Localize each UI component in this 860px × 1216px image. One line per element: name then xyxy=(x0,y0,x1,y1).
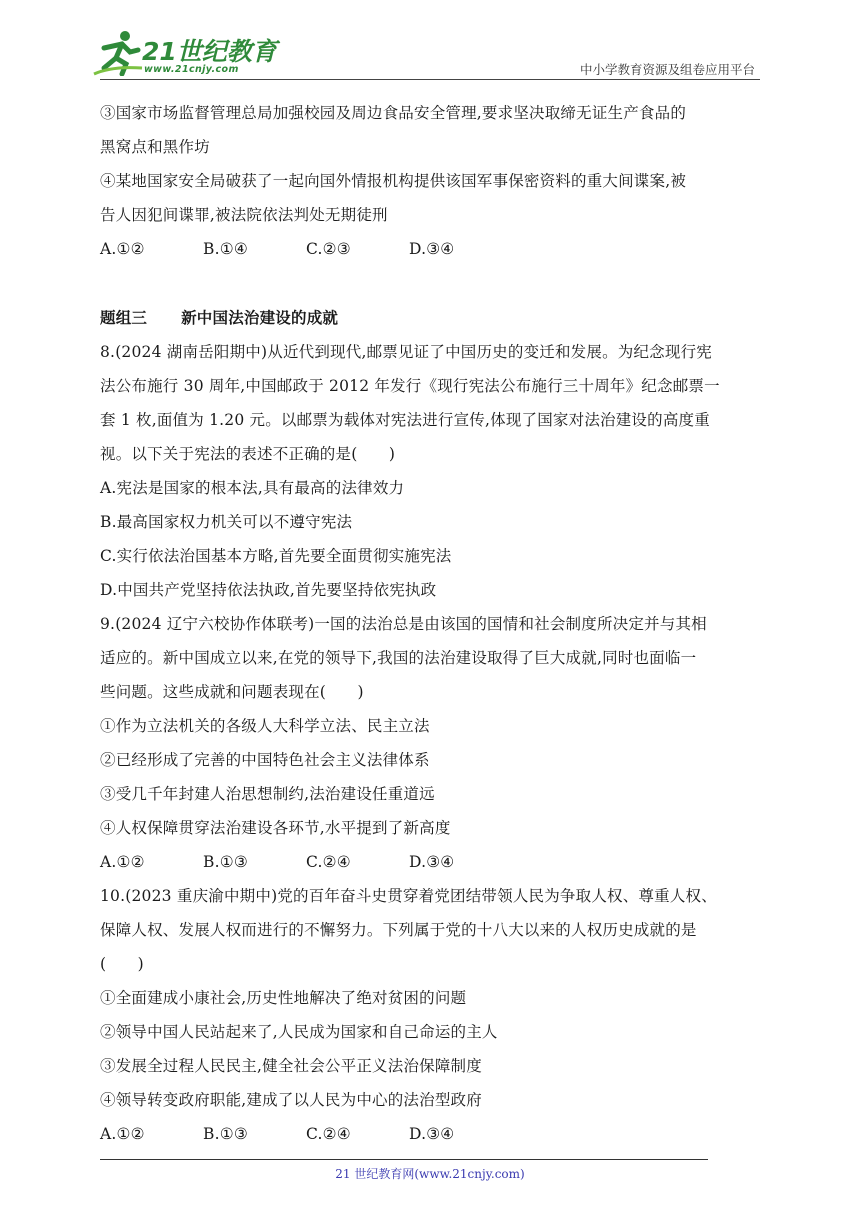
logo-text: 21世纪教育 xyxy=(142,37,277,66)
question-10-text: ( ) xyxy=(100,955,144,973)
document-body xyxy=(100,96,762,1151)
question-8-text: 法公布施行 30 周年,中国邮政于 2012 年发行《现行宪法公布施行三十周年》纪念邮票一 xyxy=(100,377,720,395)
section-heading xyxy=(100,301,762,335)
runner-logo-icon xyxy=(92,28,144,76)
option-b: B.①③ xyxy=(203,853,248,871)
option-d: D.③④ xyxy=(409,1125,455,1143)
option-a: A.①② xyxy=(100,1125,145,1143)
question-10-text: 10.(2023 重庆渝中期中)党的百年奋斗史贯穿着党团结带领人民为争取人权、尊重人权、 xyxy=(100,887,717,905)
option-c: C.②④ xyxy=(306,853,351,871)
question-10-statement: ②领导中国人民站起来了,人民成为国家和自己命运的主人 xyxy=(100,1023,498,1041)
site-logo[interactable] xyxy=(92,28,277,80)
question-10-statement: ③发展全过程人民民主,健全社会公平正义法治保障制度 xyxy=(100,1057,482,1075)
question-8-text: 视。以下关于宪法的表述不正确的是( ) xyxy=(100,445,396,463)
option-a: A.①② xyxy=(100,853,145,871)
question-8-text: 8.(2024 湖南岳阳期中)从近代到现代,邮票见证了中国历史的变迁和发展。为纪念现行宪 xyxy=(100,343,712,361)
answer-options xyxy=(100,1117,762,1151)
question-8-option-d: D.中国共产党坚持依法执政,首先要坚持依宪执政 xyxy=(100,581,437,599)
text-line: ④某地国家安全局破获了一起向国外情报机构提供该国军事保密资料的重大间谍案,被 xyxy=(100,172,687,190)
question-9-text: 适应的。新中国成立以来,在党的领导下,我国的法治建设取得了巨大成就,同时也面临一 xyxy=(100,649,697,667)
logo-url: www.21cnjy.com xyxy=(144,64,239,75)
answer-options xyxy=(100,845,762,879)
answer-options xyxy=(100,232,762,266)
text-line: 告人因犯间谍罪,被法院依法判处无期徒刑 xyxy=(100,206,388,224)
text-line: ③国家市场监督管理总局加强校园及周边食品安全管理,要求坚决取缔无证生产食品的 xyxy=(100,104,687,122)
question-9-text: 9.(2024 辽宁六校协作体联考)一国的法治总是由该国的国情和社会制度所决定并与其相 xyxy=(100,615,707,633)
platform-name: 中小学教育资源及组卷应用平台 xyxy=(579,62,755,77)
question-10-statement: ④领导转变政府职能,建成了以人民为中心的法治型政府 xyxy=(100,1091,482,1109)
question-9-statement: ②已经形成了完善的中国特色社会主义法律体系 xyxy=(100,751,430,769)
option-d: D.③④ xyxy=(409,240,455,258)
page-header xyxy=(0,0,860,90)
question-10-text: 保障人权、发展人权而进行的不懈努力。下列属于党的十八大以来的人权历史成就的是 xyxy=(100,921,697,939)
section-title: 新中国法治建设的成就 xyxy=(181,309,339,327)
question-9-statement: ④人权保障贯穿法治建设各环节,水平提到了新高度 xyxy=(100,819,451,837)
question-8-option-b: B.最高国家权力机关可以不遵守宪法 xyxy=(100,513,353,531)
question-8-option-a: A.宪法是国家的根本法,具有最高的法律效力 xyxy=(100,479,405,497)
question-9-statement: ①作为立法机关的各级人大科学立法、民主立法 xyxy=(100,717,430,735)
question-10-statement: ①全面建成小康社会,历史性地解决了绝对贫困的问题 xyxy=(100,989,467,1007)
question-8-option-c: C.实行依法治国基本方略,首先要全面贯彻实施宪法 xyxy=(100,547,452,565)
text-line: 黑窝点和黑作坊 xyxy=(100,138,210,156)
question-9-statement: ③受几千年封建人治思想制约,法治建设任重道远 xyxy=(100,785,435,803)
option-c: C.②③ xyxy=(306,240,351,258)
option-d: D.③④ xyxy=(409,853,455,871)
question-8-text: 套 1 枚,面值为 1.20 元。以邮票为载体对宪法进行宣传,体现了国家对法治建设的高度重 xyxy=(100,411,710,429)
footer-divider xyxy=(100,1159,708,1160)
header-divider xyxy=(100,79,760,80)
question-9-text: 些问题。这些成就和问题表现在( ) xyxy=(100,683,364,701)
option-b: B.①③ xyxy=(203,1125,248,1143)
option-c: C.②④ xyxy=(306,1125,351,1143)
page-footer[interactable]: 21 世纪教育网(www.21cnjy.com) xyxy=(335,1167,525,1181)
section-label: 题组三 xyxy=(100,309,148,327)
option-b: B.①④ xyxy=(203,240,248,258)
option-a: A.①② xyxy=(100,240,145,258)
